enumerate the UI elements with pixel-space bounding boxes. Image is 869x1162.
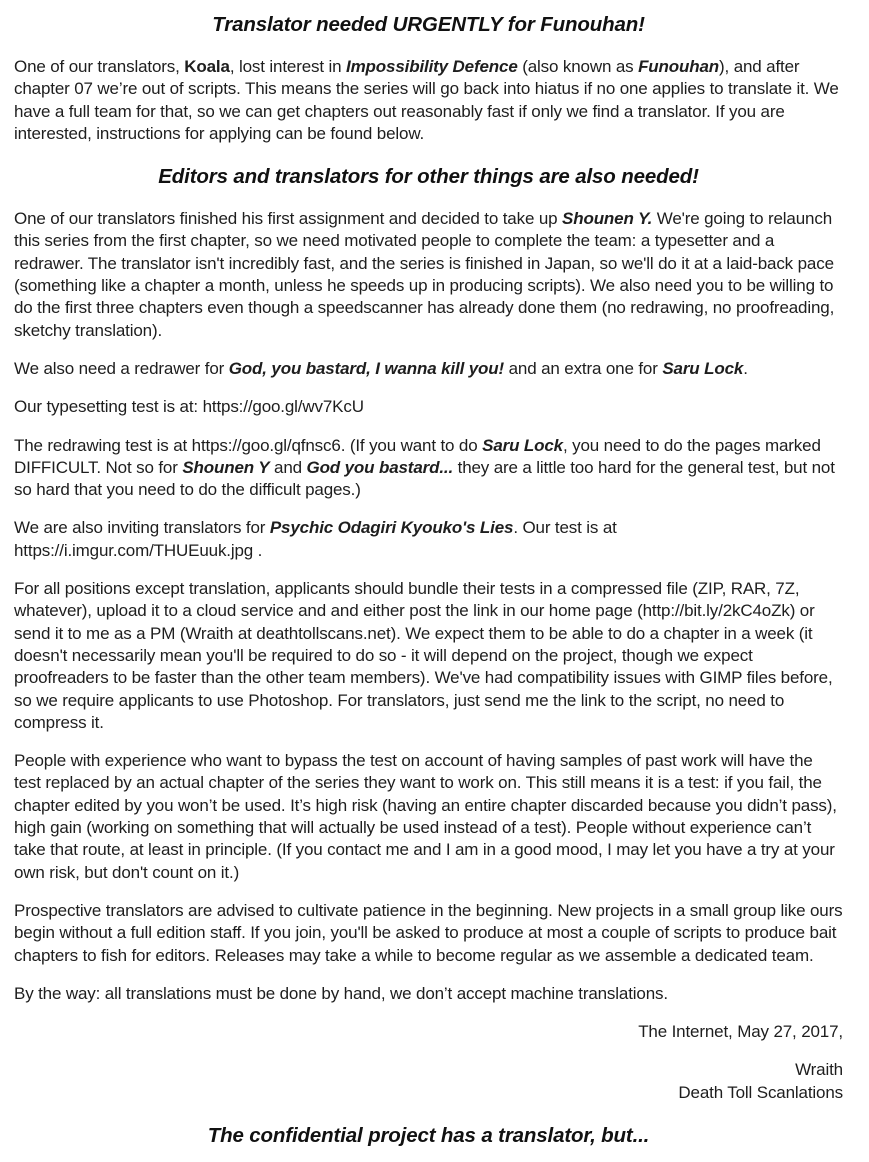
para-koala — [14, 56, 843, 145]
text-segment: . (If you want to do — [340, 435, 483, 455]
para-redrawing-test — [14, 435, 843, 502]
para-application-instructions — [14, 578, 843, 734]
text-segment: By the way: all translations must be done by hand, we don’t accept machine translations. — [14, 983, 668, 1003]
translation-test-url: https://i.imgur.com/THUEuuk.jpg — [14, 540, 254, 560]
text-segment: Death Toll Scanlations — [678, 1082, 843, 1102]
text-segment: We also need a redrawer for — [14, 358, 229, 378]
text-segment: Psychic Odagiri Kyouko's Lies — [269, 518, 514, 538]
text-segment: Translator needed URGENTLY for Funouhan! — [212, 13, 645, 36]
para-experience-bypass — [14, 750, 843, 884]
text-segment: God you bastard... — [306, 457, 454, 477]
para-prospective-translators — [14, 900, 843, 967]
text-segment: ), and after chapter 07 we’re out of scripts. This means the series will go back into hiatus if no one applies to translate it. We have a full team for that, so we can get chapters out reasonably fast if only we find a translator. If you are interested, instructions for applying can be found below. — [14, 57, 839, 143]
text-segment: One of our translators, — [14, 57, 185, 76]
text-segment: . — [743, 358, 748, 378]
text-segment: For all positions except translation, applicants should bundle their tests in a compressed file (ZIP, RAR, 7Z, whatever), upload it to a cloud service and and either post the link in our home page ( — [14, 579, 800, 621]
text-segment: Impossibility Defence — [346, 57, 518, 76]
redrawing-test-url: https://goo.gl/qfnsc6 — [191, 435, 341, 455]
text-segment: The Internet, May 27, 2017, — [638, 1022, 843, 1042]
para-typesetting-test — [14, 396, 843, 418]
text-segment: Koala — [184, 57, 230, 76]
home-page-url: http://bit.ly/2kC4oZk — [642, 601, 790, 621]
text-segment: . — [253, 540, 263, 560]
footer-heading — [14, 1123, 843, 1149]
text-segment: The redrawing test is at — [14, 435, 192, 455]
text-segment: (also known as — [517, 57, 639, 76]
title-heading — [14, 12, 843, 38]
text-segment: Our typesetting test is at: — [14, 397, 203, 417]
text-segment: The confidential project has a translator, but... — [207, 1123, 650, 1147]
text-segment: and — [269, 457, 307, 477]
signature-author — [14, 1059, 843, 1104]
typesetting-test-url: https://goo.gl/wv7KcU — [202, 397, 364, 417]
subtitle-heading — [14, 164, 843, 190]
para-psychic-odagiri — [14, 517, 843, 562]
text-segment: Wraith — [795, 1060, 843, 1080]
text-segment: We are also inviting translators for — [14, 518, 270, 538]
text-segment: Saru Lock — [662, 358, 744, 378]
text-segment: One of our translators finished his first assignment and decided to take up — [14, 209, 563, 229]
text-segment: God, you bastard, I wanna kill you! — [228, 358, 505, 378]
text-segment: , lost interest in — [229, 57, 347, 76]
text-segment: , you need to do the pages marked DIFFICULT. Not so for — [14, 435, 821, 477]
text-segment: Shounen Y. — [562, 209, 653, 229]
text-segment: We're going to relaunch this series from the first chapter, so we need motivated people to complete the team: a typesetter and a redrawer. The translator isn't incredibly fast, and the series is finished in Japan, so we'll do it at a laid-back pace (something like a chapter a month, unless he speeds up in producing scripts). We also need you to be willing to do the first three chapters even though a speedscanner has already done them (no redrawing, no proofreading, sketchy translation). — [14, 209, 835, 340]
text-segment: Shounen Y — [182, 457, 270, 477]
para-machine-translations — [14, 983, 843, 1005]
text-segment: Saru Lock — [482, 435, 563, 455]
text-segment: People with experience who want to bypass the test on account of having samples of past work will have the test replaced by an actual chapter of the series they want to work on. This still means it is a test: if you fail, the chapter edited by you won’t be used. It’s high risk (having an entire chapter discarded because you didn’t pass), high gain (working on something that will actually be used instead of a test). People without experience can’t take that route, at least in principle. (If you contact me and I am in a good mood, I may let you have a try at your own risk, but don't count on it.) — [14, 751, 837, 882]
para-redrawer-needed — [14, 358, 843, 380]
text-segment: Funouhan — [638, 57, 720, 76]
text-segment: Prospective translators are advised to cultivate patience in the beginning. New projects in a small group like ours begin without a full edition staff. If you join, you'll be asked to produce at most a couple of scripts to produce bait chapters to fish for editors. Releases may take a while to become regular as we assemble a dedicated team. — [14, 900, 843, 965]
text-segment: Editors and translators for other things are also needed! — [158, 165, 699, 189]
para-shounen-y — [14, 208, 843, 342]
text-segment: they are a little too hard for the general test, but not so hard that you need to do the difficult pages.) — [14, 457, 835, 500]
text-segment: and an extra one for — [504, 358, 663, 378]
text-segment: ) or send it to me as a PM (Wraith at deathtollscans.net). We expect them to be able to do a chapter in a week (it doesn't necessarily mean you'll be required to do so - it will depend on the project, though we expect proofreaders to be faster than the other team members). We've had compatibility issues with GIMP files before, so we require applicants to use Photoshop. For translators, just send me the link to the script, no need to compress it. — [14, 601, 833, 732]
signature-date — [14, 1021, 843, 1043]
text-segment: . Our test is at — [513, 518, 617, 538]
